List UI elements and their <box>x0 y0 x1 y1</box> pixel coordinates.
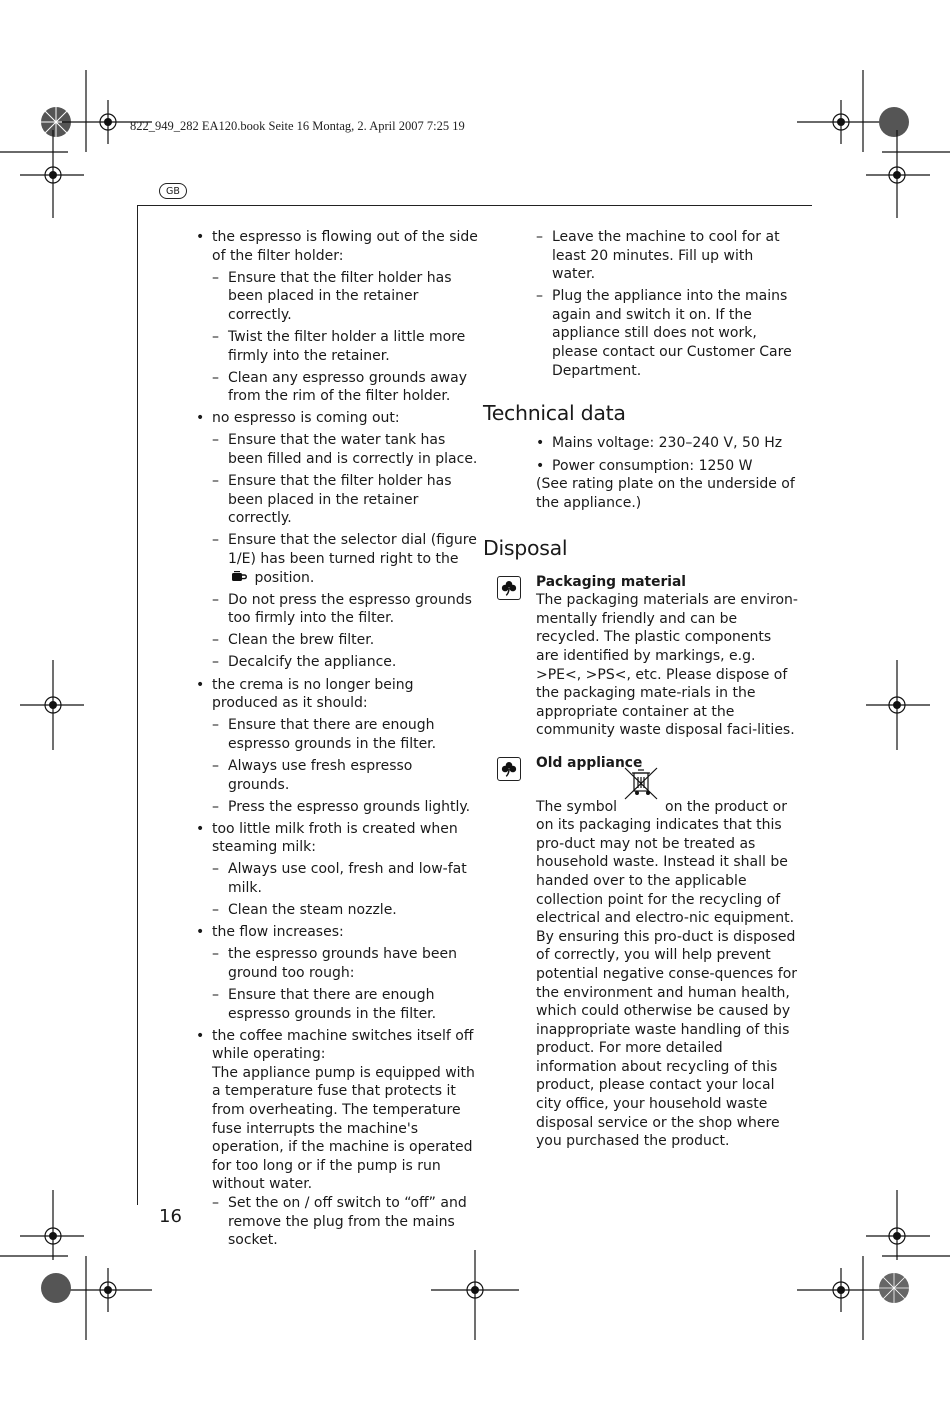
sub-item: – the espresso grounds have been ground too rough: <box>212 945 478 982</box>
technical-data-heading: Technical data <box>483 401 626 426</box>
old-appliance-block <box>483 754 798 1151</box>
sub-item: – Ensure that the filter holder has been placed in the retainer correctly. <box>212 269 478 325</box>
list-item <box>196 923 478 1023</box>
print-info: 822_949_282 EA120.book Seite 16 Montag, 2. April 2007 7:25 19 <box>130 119 465 133</box>
sub-item-text-suffix: position. <box>254 569 315 586</box>
list-item: • Mains voltage: 230–240 V, 50 Hz <box>536 434 798 453</box>
header-rule <box>137 205 812 206</box>
packaging-material-block <box>483 573 798 740</box>
technical-data-note: (See rating plate on the underside of the appliance.) <box>536 476 795 512</box>
sub-item: – Set the on / off switch to “off” and remove the plug from the mains socket. <box>212 1194 478 1250</box>
list-item-text: no espresso is coming out: <box>212 410 400 427</box>
sub-item: – Leave the machine to cool for at least 20 minutes. Fill up with water. <box>536 228 798 284</box>
list-item-text: the espresso is flowing out of the side of the filter holder: <box>212 229 478 264</box>
list-item-text: the flow increases: <box>212 924 344 941</box>
clover-environment-icon <box>497 576 521 600</box>
margin-rule <box>137 205 138 1205</box>
sub-item: – Twist the filter holder a little more firmly into the retainer. <box>212 328 478 365</box>
packaging-material-title: Packaging material <box>536 573 687 590</box>
clover-environment-icon <box>497 757 521 781</box>
list-item <box>196 1027 478 1250</box>
sub-item: – Ensure that the water tank has been filled and is correctly in place. <box>212 431 478 468</box>
right-column <box>483 228 798 1151</box>
list-item-text: the crema is no longer being produced as it should: <box>212 676 414 712</box>
sub-item: – Decalcify the appliance. <box>212 653 478 672</box>
sub-item-text: Ensure that the selector dial (figure 1/E) has been turned right to the <box>228 532 477 567</box>
sub-item: – Ensure that the filter holder has been placed in the retainer correctly. <box>212 472 478 528</box>
disposal-heading: Disposal <box>483 535 568 560</box>
page-number: 16 <box>159 1206 182 1227</box>
language-badge: GB <box>159 183 187 199</box>
sub-item: – Clean the steam nozzle. <box>212 901 478 920</box>
sub-item: – Clean the brew filter. <box>212 631 478 650</box>
old-appliance-text <box>536 777 798 1151</box>
sub-item: – Do not press the espresso grounds too firmly into the filter. <box>212 591 478 628</box>
sub-item: – Ensure that there are enough espresso grounds in the filter. <box>212 986 478 1023</box>
sub-item: – Ensure that there are enough espresso grounds in the filter. <box>212 716 478 753</box>
sub-item: – Press the espresso grounds lightly. <box>212 798 478 817</box>
list-item-paragraph: The appliance pump is equipped with a temperature fuse that protects it from overheating. The temperature fuse interrupts the machine's operation, if the machine is operated for too long or if the pump is run without water. <box>212 1064 475 1193</box>
sub-item: – Clean any espresso grounds away from the rim of the filter holder. <box>212 369 478 406</box>
sub-item: – Always use fresh espresso grounds. <box>212 757 478 794</box>
list-item: • Power consumption: 1250 W <box>536 457 798 476</box>
packaging-material-text: The packaging materials are environ-mentally friendly and can be recycled. The plastic components are identified by markings, e.g. >PE<, >PS<, etc. Please dispose of the packaging mate-rials in the appropriate container at the community waste disposal faci-lities. <box>536 592 798 739</box>
list-item <box>196 409 478 672</box>
sub-item: – Plug the appliance into the mains again and switch it on. If the appliance still does not work, please contact our Customer Care Department. <box>536 287 798 380</box>
espresso-cup-icon <box>231 571 247 583</box>
old-appliance-text-rest: on the product or on its packaging indicates that this pro-duct may not be treated as household waste. Instead it shall be handed over to the applicable collection point for the recycling of electrical and electro-nic equipment. By ensuring this pro-duct is disposed of correctly, you will help prevent potential negative conse-quences for the environment and human health, which could otherwise be caused by inappropriate waste handling of this product. For more detailed information about recycling of this product, please contact your local city office, your household waste disposal service or the shop where you purchased the product. <box>536 798 798 1150</box>
list-item-text: the coffee machine switches itself off while operating: <box>212 1027 474 1063</box>
crossed-out-bin-icon <box>621 765 661 801</box>
left-column <box>196 228 478 1253</box>
sub-item <box>212 531 478 587</box>
list-item <box>196 676 478 817</box>
technical-data-list <box>536 434 798 475</box>
sub-item: – Always use cool, fresh and low-fat milk. <box>212 860 478 897</box>
old-appliance-text-start: The symbol <box>536 798 618 815</box>
list-item <box>196 820 478 920</box>
list-item <box>196 228 478 406</box>
list-item-text: too little milk froth is created when steaming milk: <box>212 820 458 856</box>
old-appliance-title: Old appliance <box>536 754 643 771</box>
